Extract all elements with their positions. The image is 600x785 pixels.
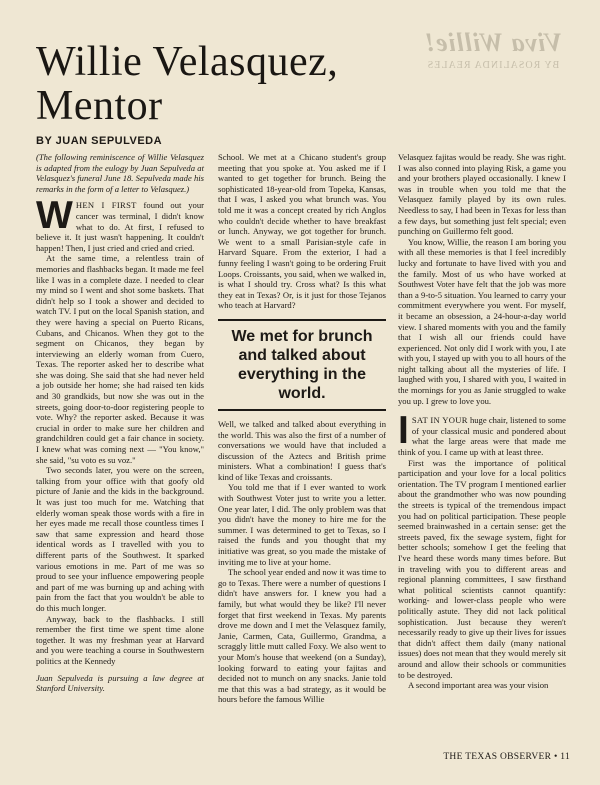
paragraph: First was the importance of political participation and your love for a local politics orientation. The TV program I mentioned earlier about the grandmother who was now pounding the streets is typical of the tremendous impact you had on political participation. These people seemed brainwashed in a certain sense: get the streets paved, fix the sewage system, fight for better schools; somehow I get the feeling that I've heard these words many times before. But in traveling with you to different areas and regional planning committees, I saw firsthand what political scientists cannot quantify: working- and lower-class people who were politically astute. They did not lack political sophistication. Just because they weren't necessarily ready to give up their lives for issues that didn't affect them daily (many national issues) does not mean that they would merely sit around and allow their schools or communities to be destroyed. (398, 457, 566, 680)
paragraph: Velasquez fajitas would be ready. She was right. I was also conned into playing Risk, a game you and your brothers played occasionally. I knew I was in trouble when you told me that the Velasquez family played by its own rules. Needless to say, I had been in Texas for less than a few days, but something just felt special; even punching on Guillermo felt good. (398, 152, 566, 237)
opening-paragraph (36, 194, 205, 253)
bleed-through-byline: BY ROSALINDA REALES (426, 60, 560, 71)
paragraph: At the same time, a relentless train of memories and flashbacks began. It made me feel like I was in a complete daze. I needed to clear my mind so I went and shot some baskets. That didn't help so I took a shower and decided to watch TV. I put on the local Spanish station, and they were having a special on Puerto Ricans, Cubans, and Chicanos. When they got to the segment on Chicanos, they began by interviewing an elderly woman from Cuero, Texas. The reporter asked her to describe what she was doing. She said that she had never held a job outside her home; she had raised ten kids and 30 grandkids, but now she was out in the streets, going door-to-door registering people to vote. Why? the reporter asked. Because it was crucial in order to make sure her children and grandchildren could get a fair chance in society. I knew what was coming next — "You know," she said, "su voto es su voz." (36, 253, 204, 465)
lead-in-caps: SAT IN YOUR (411, 415, 468, 426)
page-footer (443, 752, 570, 762)
paragraph: You told me that if I ever wanted to work with Southwest Voter just to write you a letter. One year later, I did. The only problem was that you didn't have the money to hire me for the summer. I was determined to get to Texas, so I raised the funds and you thought that my initiative was great, so you made the mistake of inviting me to live at your home. (218, 482, 386, 567)
editor-intro: (The following reminiscence of Willie Velasquez is adapted from the eulogy by Juan Sepulveda at Velasquez's funeral June 18. Sepulveda made his remarks in the form of a letter to Velasquez.) (36, 152, 204, 194)
paragraph: You know, Willie, the reason I am boring you with all these memories is that I feel incredibly lucky and fortunate to have lived with you and the family. Most of us who have worked at Southwest Voter have felt that the job was more than a 9-to-5 situation. You learned to carry your commitment everywhere you went. For myself, it became an obsession, a 24-hour-a-day world view. I shared moments with you and the family that I wish all our friends could have experienced. Not only did I work with you, I ate with you, I stayed up with you to all hours of the night talking about all the mysteries of life. I laughed with you, I shared with you, I waited in the mornings for you as Janie struggled to wake you up. I grew to love you. (398, 236, 566, 406)
opening-paragraph-text: found out your cancer was terminal, I didn't know what to do. At first, I refused to believe it. It just wasn't happening. It couldn't happen! Then, I just cried and cried and cried. (36, 200, 205, 253)
paragraph: A second important area was your vision (408, 680, 549, 691)
bleed-through-headline: Viva Willie! (423, 28, 563, 57)
drop-cap: I (398, 409, 409, 453)
column-1 (36, 152, 204, 694)
page-number: 11 (560, 752, 570, 762)
author-bio: Juan Sepulveda is pursuing a law degree at Stanford University. (36, 672, 204, 694)
paragraph: School. We met at a Chicano student's group meeting that you spoke at. You asked me if I wanted to get together for brunch. Being the sophisticated 18-year-old from Topeka, Kansas, that I was, I asked you what brunch was. You told me it was a concept created by rich Anglos who couldn't decide whether to have breakfast or lunch. Anyway, we got together for brunch. We went to a small Parisian-style cafe in Harvard Square. From the exterior, I had a funny feeling I wasn't going to be ordering Fruit Loops. Croissants, you said, when we walked in, is what I should try. Cross what? Is this what they eat in Texas? Or, is it just for those Tejanos who teach at Harvard? (218, 152, 386, 311)
drop-cap: W (36, 194, 73, 238)
section-opening-text: huge chair, listened to some of your classical music and pondered about what the large areas were that made me think of you. I came up with at least three. (398, 415, 566, 458)
article-title: Willie Velasquez, Mentor (36, 39, 339, 129)
footer-separator: • (553, 752, 561, 762)
lead-in-caps: HEN I FIRST (75, 200, 137, 211)
pull-quote: We met for brunch and talked about everything in the world. (218, 319, 386, 411)
paragraph: Well, we talked and talked about everything in the world. This was also the first of a number of conversations we would have that included a discussion of the Aztecs and British prime ministers. What a combination! I guess that's kind of like Texas and croissants. (218, 418, 386, 482)
section-opening-paragraph (398, 409, 566, 458)
paragraph: Two seconds later, you were on the screen, talking from your office with that goofy old picture of Janie and the kids in the background. It was just too much for me. Watching that elderly woman speak those words with a fire in her eyes made me recall those countless times I saw that same expression and heard those identical words as I travelled with you to different parts of the Southwest. It sparked various emotions in me. Part of me was so proud to see your influence empowering people and part of me was burning up and aching with pain from the fact that you wouldn't be able to do this much longer. (36, 465, 204, 613)
paragraph: Anyway, back to the flashbacks. I still remember the first time we spent time alone together. It was my freshman year at Harvard and you were teaching a course in Southwestern politics at the Kennedy (36, 613, 204, 666)
column-3 (398, 152, 566, 691)
paragraph: The school year ended and now it was time to go to Texas. There were a number of questions I didn't have answers for. I knew you had a family, but what would they be like? I'll never forget that first weekend in Texas. My parents drove me down and I met the Velasquez family, Janie, Carmen, Cata, Guillermo, Grandma, a scraggly little mutt called Foxy. We also went to your Mom's house that weekend (on a Sunday), looking forward to eating your fajitas and decided not to munch on any snacks. Janie told me that this was a bad strategy, as it would be hours before the famous Willie (218, 567, 386, 705)
column-2 (218, 152, 386, 705)
article-byline: BY JUAN SEPULVEDA (36, 135, 163, 147)
bleed-through-text (398, 28, 588, 71)
publication-name: THE TEXAS OBSERVER (443, 752, 552, 762)
